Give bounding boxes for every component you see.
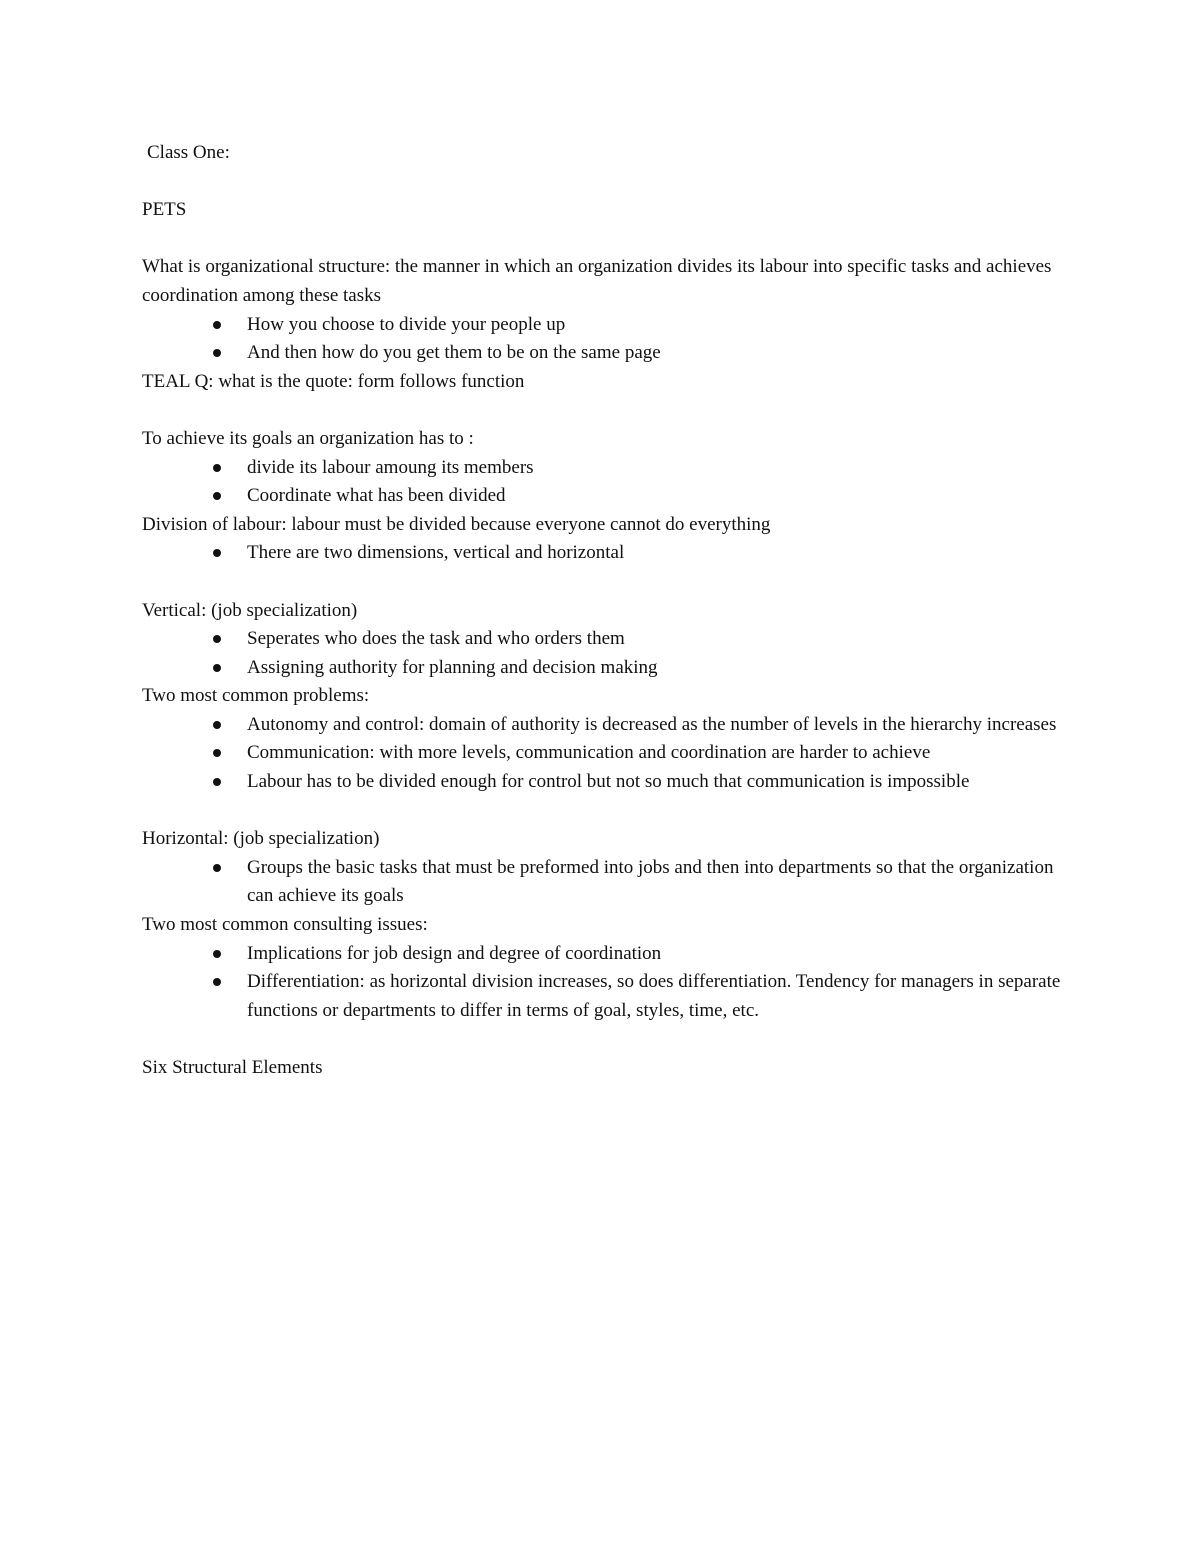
list-item [142, 625, 1072, 654]
list-item-text: Coordinate what has been divided [247, 485, 506, 507]
bullet-dot-icon [213, 492, 221, 500]
bullet-list [142, 454, 1072, 511]
bullet-list [142, 311, 1072, 368]
list-item [142, 711, 1072, 740]
list-item-text: Communication: with more levels, communication and coordination are harder to achieve [247, 742, 931, 764]
document-body [142, 139, 1072, 1083]
list-item-text: Autonomy and control: domain of authority is decreased as the number of levels in the hierarchy increases [247, 713, 1057, 735]
list-item [142, 739, 1072, 768]
list-item [142, 654, 1072, 683]
bullet-dot-icon [213, 778, 221, 786]
bullet-list [142, 539, 1072, 568]
list-item-text: There are two dimensions, vertical and horizontal [247, 542, 625, 564]
bullet-dot-icon [213, 664, 221, 672]
list-item [142, 940, 1072, 969]
paragraph: TEAL Q: what is the quote: form follows function [142, 370, 525, 392]
bullet-dot-icon [213, 721, 221, 729]
bullet-dot-icon [213, 321, 221, 329]
list-item [142, 539, 1072, 568]
bullet-dot-icon [213, 349, 221, 357]
list-item [142, 454, 1072, 483]
paragraph: Division of labour: labour must be divided because everyone cannot do everything [142, 513, 771, 535]
paragraph: To achieve its goals an organization has to : [142, 427, 474, 449]
paragraph: Two most common problems: [142, 685, 370, 707]
bullet-dot-icon [213, 635, 221, 643]
blank-line [142, 568, 1072, 597]
blank-line [142, 396, 1072, 425]
bullet-dot-icon [213, 464, 221, 472]
list-item-text: Labour has to be divided enough for control but not so much that communication is impossible [247, 771, 970, 793]
bullet-list [142, 854, 1072, 911]
list-item-text: Implications for job design and degree of coordination [247, 942, 662, 964]
blank-line [142, 797, 1072, 826]
list-item [142, 854, 1072, 911]
bullet-dot-icon [213, 950, 221, 958]
list-item [142, 768, 1072, 797]
blank-line [142, 1025, 1072, 1054]
paragraph: What is organizational structure: the manner in which an organization divides its labour into specific tasks and achieves coordination among these tasks [142, 256, 1052, 306]
paragraph: Vertical: (job specialization) [142, 599, 358, 621]
list-item-text: Differentiation: as horizontal division increases, so does differentiation. Tendency for managers in separate functions or departments to differ in terms of goal, styles, time, etc. [247, 971, 1061, 1021]
list-item-text: Groups the basic tasks that must be preformed into jobs and then into departments so that the organization can achieve its goals [247, 856, 1054, 907]
list-item-text: divide its labour amoung its members [247, 456, 534, 478]
list-item-text: Seperates who does the task and who orders them [247, 628, 625, 650]
bullet-dot-icon [213, 978, 221, 986]
bullet-list [142, 940, 1072, 1026]
bullet-dot-icon [213, 749, 221, 757]
list-item-text: Assigning authority for planning and decision making [247, 656, 658, 678]
list-item [142, 311, 1072, 340]
bullet-dot-icon [213, 864, 221, 872]
bullet-list [142, 711, 1072, 797]
paragraph: PETS [142, 199, 187, 221]
bullet-dot-icon [213, 549, 221, 557]
list-item [142, 968, 1072, 1025]
list-item-text: And then how do you get them to be on the same page [247, 342, 661, 364]
list-item [142, 339, 1072, 368]
list-item [142, 482, 1072, 511]
paragraph: Horizontal: (job specialization) [142, 828, 380, 850]
list-item-text: How you choose to divide your people up [247, 313, 566, 335]
paragraph: Class One: [147, 142, 230, 163]
blank-line [142, 225, 1072, 254]
paragraph: Six Structural Elements [142, 1057, 323, 1078]
paragraph: Two most common consulting issues: [142, 914, 428, 936]
blank-line [142, 168, 1072, 197]
bullet-list [142, 625, 1072, 682]
